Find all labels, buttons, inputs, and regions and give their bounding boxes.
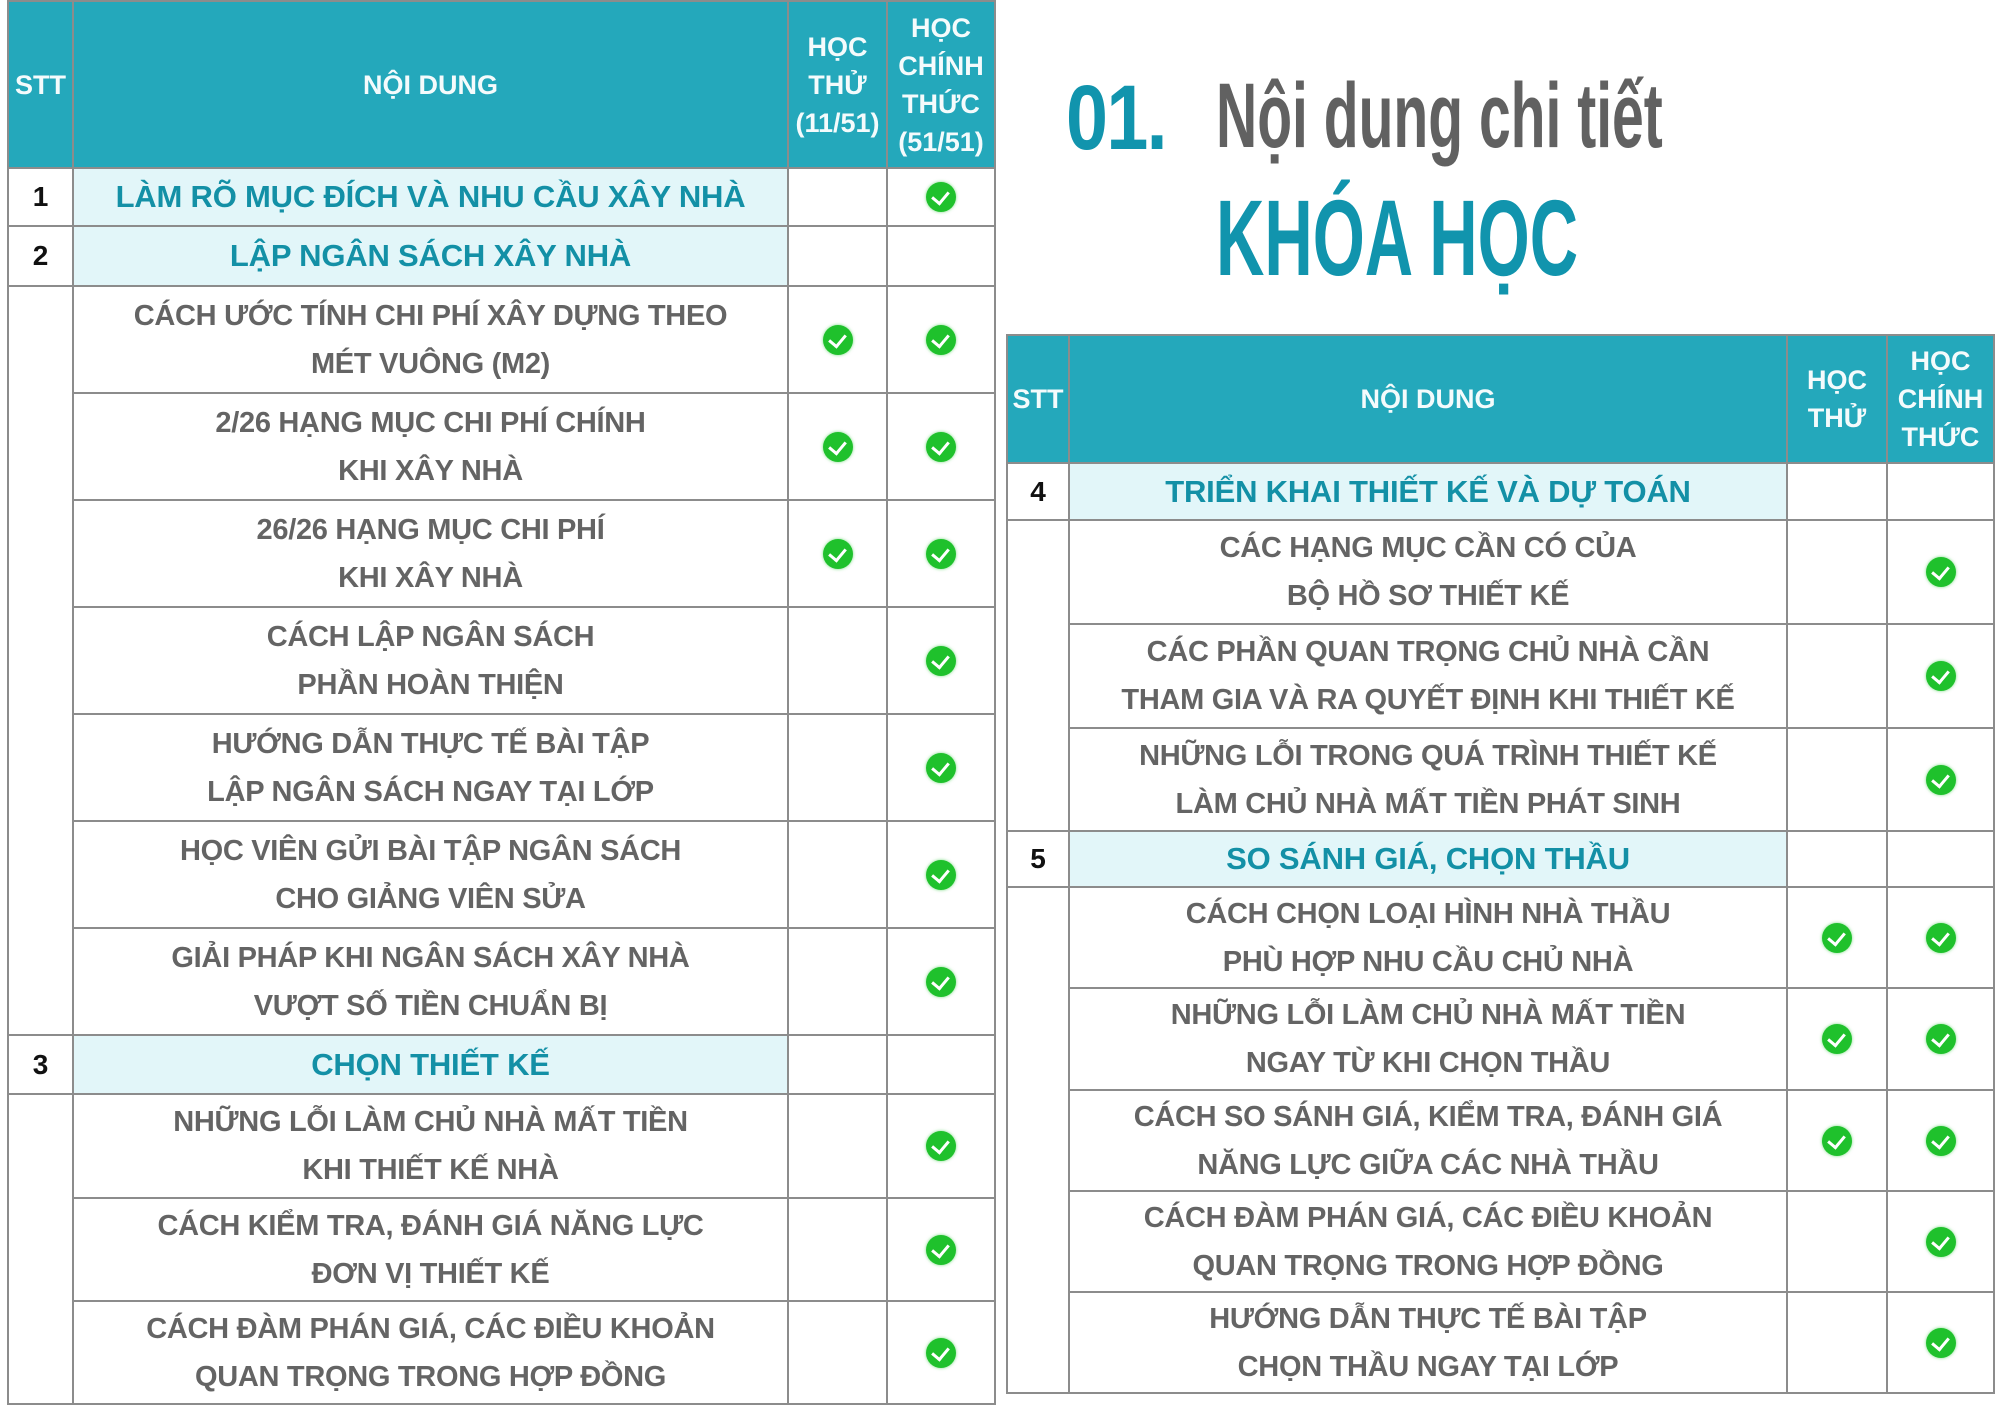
lesson-title-line: 2/26 HẠNG MỤC CHI PHÍ CHÍNH <box>215 406 646 439</box>
official-cell <box>887 1198 995 1301</box>
lesson-title-line: LÀM CHỦ NHÀ MẤT TIỀN PHÁT SINH <box>1175 787 1681 820</box>
table-row <box>8 1198 995 1301</box>
check-circle-icon <box>1822 1126 1852 1156</box>
official-cell <box>887 1094 995 1198</box>
category-row <box>8 1035 995 1094</box>
lesson-title-line: NHỮNG LỖI TRONG QUÁ TRÌNH THIẾT KẾ <box>1139 739 1717 772</box>
stt-cell: 3 <box>8 1035 73 1094</box>
official-cell <box>887 821 995 928</box>
category-title: CHỌN THIẾT KẾ <box>73 1035 788 1094</box>
official-cell <box>1887 831 1994 887</box>
lesson-title-line: BỘ HỒ SƠ THIẾT KẾ <box>1286 580 1570 612</box>
check-circle-icon <box>1926 661 1956 691</box>
official-cell <box>887 1035 995 1094</box>
official-cell <box>887 1301 995 1404</box>
lesson-title <box>73 393 788 500</box>
lesson-title-line: CÁCH ĐÀM PHÁN GIÁ, CÁC ĐIỀU KHOẢN <box>1143 1201 1713 1234</box>
page-subtitle: KHÓA HỌC <box>1216 177 1579 298</box>
lesson-title-line: KHI THIẾT KẾ NHÀ <box>302 1154 559 1186</box>
table-row <box>1007 988 1994 1090</box>
page-title: Nội dung chi tiết <box>1216 65 1663 167</box>
lesson-title-line: ĐƠN VỊ THIẾT KẾ <box>311 1257 550 1290</box>
lesson-title-line: CÁCH KIỂM TRA, ĐÁNH GIÁ NĂNG LỰC <box>157 1209 704 1242</box>
lesson-title-line: 26/26 HẠNG MỤC CHI PHÍ <box>256 513 605 546</box>
lesson-title-line: CÁC HẠNG MỤC CẦN CÓ CỦA <box>1219 532 1637 564</box>
header-content: NỘI DUNG <box>73 1 788 168</box>
table-row <box>8 1301 995 1404</box>
lesson-title-line: CÁC PHẦN QUAN TRỌNG CHỦ NHÀ CẦN <box>1146 636 1710 668</box>
official-cell <box>1887 1090 1994 1191</box>
official-cell <box>887 607 995 714</box>
category-row <box>1007 831 1994 887</box>
trial-cell <box>788 500 887 607</box>
trial-cell <box>788 714 887 821</box>
lesson-title-line: NHỮNG LỖI LÀM CHỦ NHÀ MẤT TIỀN <box>173 1106 688 1138</box>
trial-cell <box>1787 1292 1887 1393</box>
lesson-title <box>1069 520 1787 624</box>
lesson-title-line: CÁCH ĐÀM PHÁN GIÁ, CÁC ĐIỀU KHOẢN <box>146 1312 715 1345</box>
lesson-title <box>73 1094 788 1198</box>
trial-cell <box>788 1094 887 1198</box>
table-row <box>8 821 995 928</box>
table-header-row <box>8 1 995 168</box>
stt-cell-empty <box>1007 520 1069 831</box>
table-row <box>8 393 995 500</box>
table-row <box>1007 1090 1994 1191</box>
trial-cell <box>1787 624 1887 728</box>
check-circle-icon <box>926 967 956 997</box>
header-official: HỌC CHÍNH THỨC (51/51) <box>887 1 995 168</box>
lesson-title <box>1069 624 1787 728</box>
stt-cell: 1 <box>8 168 73 226</box>
stt-cell-empty <box>8 286 73 1035</box>
check-circle-icon <box>926 432 956 462</box>
official-cell <box>1887 1191 1994 1292</box>
check-circle-icon <box>926 1235 956 1265</box>
table-row <box>1007 887 1994 988</box>
check-circle-icon <box>926 539 956 569</box>
trial-cell <box>1787 887 1887 988</box>
table-row <box>1007 520 1994 624</box>
trial-cell <box>788 1035 887 1094</box>
lesson-title-line: HƯỚNG DẪN THỰC TẾ BÀI TẬP <box>211 727 650 760</box>
table-row <box>8 286 995 393</box>
check-circle-icon <box>926 1338 956 1368</box>
check-circle-icon <box>1822 923 1852 953</box>
lesson-title <box>73 1301 788 1404</box>
left-course-table <box>7 0 996 1405</box>
lesson-title-line: KHI XÂY NHÀ <box>338 454 523 487</box>
check-circle-icon <box>823 432 853 462</box>
lesson-title <box>73 286 788 393</box>
header-trial: HỌC THỬ (11/51) <box>788 1 887 168</box>
lesson-title-line: QUAN TRỌNG TRONG HỢP ĐỒNG <box>194 1360 667 1393</box>
lesson-title-line: NHỮNG LỖI LÀM CHỦ NHÀ MẤT TIỀN <box>1170 999 1686 1031</box>
lesson-title-line: CHO GIẢNG VIÊN SỬA <box>275 882 586 915</box>
table-row <box>8 714 995 821</box>
check-circle-icon <box>1926 923 1956 953</box>
header-trial: HỌC THỬ <box>1787 335 1887 463</box>
table-row <box>8 1094 995 1198</box>
lesson-title-line: MÉT VUÔNG (M2) <box>310 347 551 380</box>
lesson-title-line: THAM GIA VÀ RA QUYẾT ĐỊNH KHI THIẾT KẾ <box>1121 684 1735 716</box>
lesson-title-line: NĂNG LỰC GIỮA CÁC NHÀ THẦU <box>1197 1148 1659 1181</box>
check-circle-icon <box>1926 1328 1956 1358</box>
lesson-title-line: GIẢI PHÁP KHI NGÂN SÁCH XÂY NHÀ <box>171 941 690 974</box>
category-title: LÀM RÕ MỤC ĐÍCH VÀ NHU CẦU XÂY NHÀ <box>73 168 788 226</box>
lesson-title <box>73 607 788 714</box>
lesson-title <box>73 714 788 821</box>
trial-cell <box>1787 831 1887 887</box>
trial-cell <box>788 286 887 393</box>
official-cell <box>887 226 995 286</box>
trial-cell <box>1787 1090 1887 1191</box>
table-row <box>1007 624 1994 728</box>
lesson-title <box>1069 1191 1787 1292</box>
lesson-title-line: HỌC VIÊN GỬI BÀI TẬP NGÂN SÁCH <box>179 834 682 867</box>
table-row <box>1007 1292 1994 1393</box>
check-circle-icon <box>823 325 853 355</box>
lesson-title-line: VƯỢT SỐ TIỀN CHUẨN BỊ <box>253 989 608 1022</box>
lesson-title <box>73 1198 788 1301</box>
trial-cell <box>788 607 887 714</box>
trial-cell <box>788 1198 887 1301</box>
lesson-title <box>1069 1090 1787 1191</box>
official-cell <box>1887 624 1994 728</box>
lesson-title <box>73 500 788 607</box>
trial-cell <box>1787 988 1887 1090</box>
trial-cell <box>1787 520 1887 624</box>
lesson-title-line: PHẦN HOÀN THIỆN <box>297 668 564 701</box>
header-stt: STT <box>8 1 73 168</box>
lesson-title-line: CÁCH SO SÁNH GIÁ, KIỂM TRA, ĐÁNH GIÁ <box>1133 1100 1723 1133</box>
lesson-title <box>1069 1292 1787 1393</box>
table-row <box>8 928 995 1035</box>
check-circle-icon <box>823 539 853 569</box>
category-title: TRIỂN KHAI THIẾT KẾ VÀ DỰ TOÁN <box>1069 463 1787 520</box>
lesson-title-line: CÁCH ƯỚC TÍNH CHI PHÍ XÂY DỰNG THEO <box>133 299 728 332</box>
official-cell <box>1887 887 1994 988</box>
lesson-title-line: QUAN TRỌNG TRONG HỢP ĐỒNG <box>1192 1249 1664 1282</box>
official-cell <box>887 928 995 1035</box>
category-title: SO SÁNH GIÁ, CHỌN THẦU <box>1069 831 1787 887</box>
category-row <box>1007 463 1994 520</box>
official-cell <box>1887 728 1994 831</box>
table-row <box>1007 1191 1994 1292</box>
header-official: HỌC CHÍNH THỨC <box>1887 335 1994 463</box>
lesson-title <box>73 821 788 928</box>
stt-cell-empty <box>1007 887 1069 1393</box>
trial-cell <box>788 821 887 928</box>
header-stt: STT <box>1007 335 1069 463</box>
lesson-title <box>1069 988 1787 1090</box>
header-content: NỘI DUNG <box>1069 335 1787 463</box>
official-cell <box>887 168 995 226</box>
lesson-title-line: CÁCH CHỌN LOẠI HÌNH NHÀ THẦU <box>1185 897 1671 930</box>
check-circle-icon <box>926 860 956 890</box>
lesson-title-line: CHỌN THẦU NGAY TẠI LỚP <box>1237 1350 1619 1383</box>
lesson-title <box>1069 887 1787 988</box>
stt-cell: 2 <box>8 226 73 286</box>
check-circle-icon <box>1822 1024 1852 1054</box>
lesson-title <box>73 928 788 1035</box>
official-cell <box>1887 520 1994 624</box>
check-circle-icon <box>1926 557 1956 587</box>
section-number: 01. <box>1066 67 1166 169</box>
table-header-row <box>1007 335 1994 463</box>
lesson-title-line: CÁCH LẬP NGÂN SÁCH <box>266 620 595 653</box>
trial-cell <box>788 1301 887 1404</box>
category-title: LẬP NGÂN SÁCH XÂY NHÀ <box>73 226 788 286</box>
lesson-title-line: PHÙ HỢP NHU CẦU CHỦ NHÀ <box>1222 945 1634 978</box>
trial-cell <box>788 393 887 500</box>
trial-cell <box>788 928 887 1035</box>
check-circle-icon <box>926 325 956 355</box>
category-row <box>8 168 995 226</box>
official-cell <box>887 714 995 821</box>
table-row <box>1007 728 1994 831</box>
stt-cell-empty <box>8 1094 73 1404</box>
official-cell <box>1887 1292 1994 1393</box>
lesson-title <box>1069 728 1787 831</box>
lesson-title-line: HƯỚNG DẪN THỰC TẾ BÀI TẬP <box>1209 1302 1647 1335</box>
category-row <box>8 226 995 286</box>
table-row <box>8 500 995 607</box>
stt-cell: 4 <box>1007 463 1069 520</box>
check-circle-icon <box>1926 1126 1956 1156</box>
trial-cell <box>1787 728 1887 831</box>
trial-cell <box>1787 463 1887 520</box>
stt-cell: 5 <box>1007 831 1069 887</box>
trial-cell <box>788 226 887 286</box>
check-circle-icon <box>926 182 956 212</box>
check-circle-icon <box>926 646 956 676</box>
check-circle-icon <box>926 1131 956 1161</box>
trial-cell <box>788 168 887 226</box>
lesson-title-line: KHI XÂY NHÀ <box>338 561 523 594</box>
lesson-title-line: LẬP NGÂN SÁCH NGAY TẠI LỚP <box>207 775 654 808</box>
check-circle-icon <box>926 753 956 783</box>
lesson-title-line: NGAY TỪ KHI CHỌN THẦU <box>1245 1047 1611 1079</box>
trial-cell <box>1787 1191 1887 1292</box>
official-cell <box>1887 988 1994 1090</box>
check-circle-icon <box>1926 765 1956 795</box>
official-cell <box>887 500 995 607</box>
check-circle-icon <box>1926 1227 1956 1257</box>
table-row <box>8 607 995 714</box>
official-cell <box>887 286 995 393</box>
official-cell <box>1887 463 1994 520</box>
right-course-table <box>1006 334 1995 1394</box>
official-cell <box>887 393 995 500</box>
check-circle-icon <box>1926 1024 1956 1054</box>
